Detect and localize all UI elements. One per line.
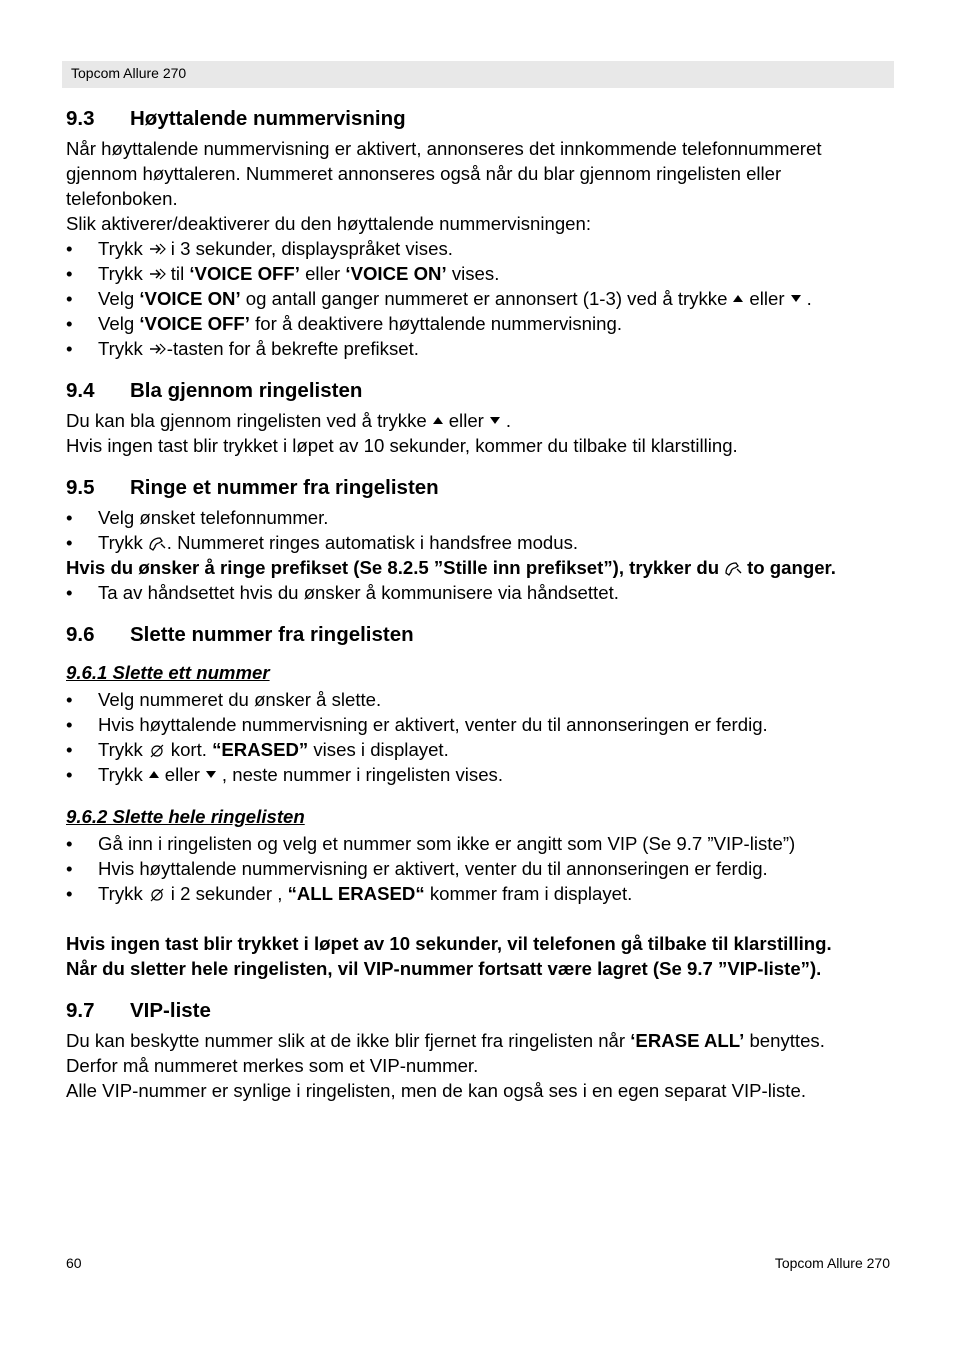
list-item: • Gå inn i ringelisten og velg et nummer som ikke er angitt som VIP (Se 9.7 ”VIP-liste”): [66, 833, 796, 854]
down-arrow-icon: [790, 290, 802, 306]
list-item: • Velg ‘VOICE OFF’ for å deaktivere høyttalende nummervisning.: [66, 313, 622, 334]
section-9-7-heading: 9.7 VIP-liste: [66, 999, 211, 1022]
menu-key-icon: [147, 266, 167, 282]
list-item: • Trykk -tasten for å bekrefte prefikset.: [66, 338, 419, 359]
list-item: • Trykk i 3 sekunder, displayspråket vises.: [66, 238, 453, 259]
section-9-5-heading: 9.5 Ringe et nummer fra ringelisten: [66, 476, 439, 499]
section-9-5-list: [66, 505, 896, 555]
subsection-9-6-2-heading: 9.6.2 Slette hele ringelisten: [66, 806, 305, 827]
list-item: • Hvis høyttalende nummervisning er aktivert, venter du til annonseringen er ferdig.: [66, 858, 768, 879]
section-9-7-text: Du kan beskytte nummer slik at de ikke blir fjernet fra ringelisten når ‘ERASE ALL’ benyttes.: [66, 1030, 825, 1051]
section-9-3-list: [66, 236, 896, 361]
list-item: • Hvis høyttalende nummervisning er aktivert, venter du til annonseringen er ferdig.: [66, 714, 768, 735]
section-9-6-heading: 9.6 Slette nummer fra ringelisten: [66, 623, 414, 646]
page-number: 60: [66, 1255, 82, 1271]
list-item: • Trykk i 2 sekunder , “ALL ERASED“ kommer fram i displayet.: [66, 883, 633, 904]
erase-key-icon: [147, 742, 167, 758]
up-arrow-icon: [148, 766, 160, 782]
list-item: • Trykk eller , neste nummer i ringelisten vises.: [66, 764, 503, 785]
subsection-9-6-1-heading: 9.6.1 Slette ett nummer: [66, 662, 270, 683]
section-9-7-text-3: Alle VIP-nummer er synlige i ringelisten, men de kan også ses i en egen separat VIP-liste.: [66, 1080, 806, 1101]
list-item: • Ta av håndsettet hvis du ønsker å kommunisere via håndsettet.: [66, 582, 619, 603]
talk-handset-icon: [147, 535, 167, 551]
section-9-4-heading: 9.4 Bla gjennom ringelisten: [66, 379, 363, 402]
section-9-3-heading: 9.3 Høyttalende nummervisning: [66, 107, 406, 130]
list-item: • Velg ønsket telefonnummer.: [66, 507, 329, 528]
list-item: • Trykk . Nummeret ringes automatisk i handsfree modus.: [66, 532, 579, 553]
section-9-3-intro: Når høyttalende nummervisning er aktivert, annonseres det innkommende telefonnummeret gjennom høyttaleren. Nummeret annonseres også når du blar gjennom ringelisten eller telefonboken.: [66, 138, 822, 209]
down-arrow-icon: [489, 412, 501, 428]
footer-title: Topcom Allure 270: [774, 1255, 890, 1271]
menu-key-icon: [147, 241, 167, 257]
list-item: • Trykk kort. “ERASED” vises i displayet.: [66, 739, 449, 760]
header-title: Topcom Allure 270: [71, 65, 187, 81]
page-content: [66, 104, 896, 1103]
section-9-4-text: Du kan bla gjennom ringelisten ved å trykke eller .: [66, 410, 512, 431]
header-bar: [62, 61, 894, 88]
up-arrow-icon: [432, 412, 444, 428]
talk-handset-icon: [723, 560, 743, 576]
subsection-9-6-1-list: [66, 687, 896, 787]
list-item: • Velg nummeret du ønsker å slette.: [66, 689, 382, 710]
subsection-9-6-2-list: [66, 831, 896, 906]
menu-key-icon: [147, 341, 167, 357]
section-9-6-note-timeout: Hvis ingen tast blir trykket i løpet av 10 sekunder, vil telefonen gå tilbake til klarstilling.: [66, 933, 832, 954]
section-9-5-prefix-note: Hvis du ønsker å ringe prefikset (Se 8.2.5 ”Stille inn prefikset”), trykker du to ganger.: [66, 557, 836, 578]
section-9-6-note-vip: Når du sletter hele ringelisten, vil VIP-nummer fortsatt være lagret (Se 9.7 ”VIP-liste”).: [66, 958, 822, 979]
list-item: • Trykk til ‘VOICE OFF’ eller ‘VOICE ON’ vises.: [66, 263, 500, 284]
down-arrow-icon: [205, 766, 217, 782]
erase-key-icon: [147, 886, 167, 902]
list-item: • Velg ‘VOICE ON’ og antall ganger nummeret er annonsert (1-3) ved å trykke eller .: [66, 288, 812, 309]
section-9-3-instruction: Slik aktiverer/deaktiverer du den høyttalende nummervisningen:: [66, 213, 592, 234]
section-9-4-timeout: Hvis ingen tast blir trykket i løpet av 10 sekunder, kommer du tilbake til klarstilling.: [66, 435, 738, 456]
section-9-5-list-2: [66, 580, 896, 605]
section-9-7-text-2: Derfor må nummeret merkes som et VIP-nummer.: [66, 1055, 479, 1076]
up-arrow-icon: [732, 290, 744, 306]
